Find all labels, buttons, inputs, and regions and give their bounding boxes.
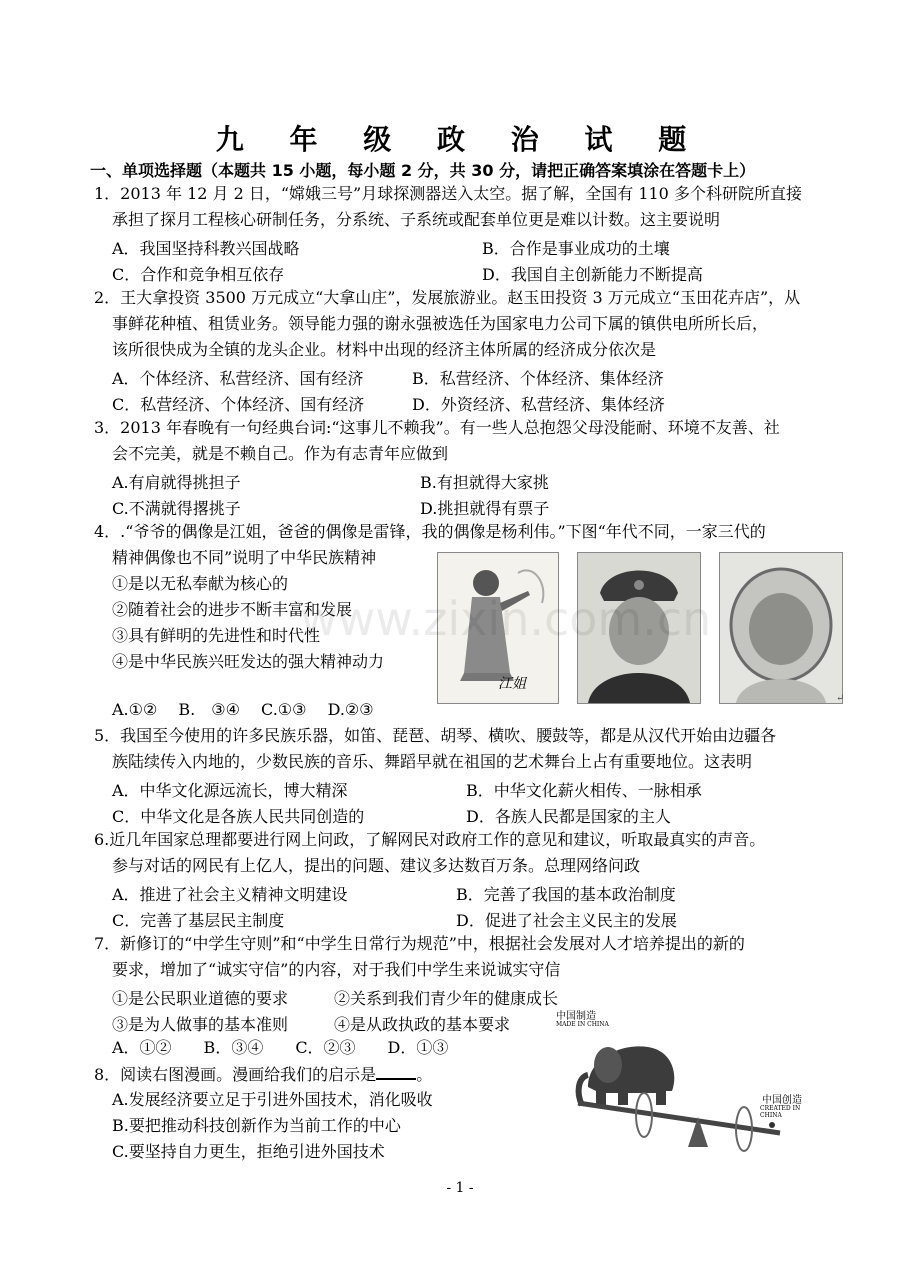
q5-line2: 族陆续传入内地的，少数民族的音乐、舞蹈早就在祖国的艺术舞台上占有重要地位。这表明: [112, 752, 753, 771]
q2-line3: 该所很快成为全镇的龙头企业。材料中出现的经济主体所属的经济成分依次是: [112, 340, 657, 359]
q7-statement-1: ①是公民职业道德的要求: [112, 989, 289, 1008]
q6-option-a: A．推进了社会主义精神文明建设: [112, 885, 348, 904]
q7-line2: 要求，增加了“诚实守信”的内容，对于我们中学生来说诚实守信: [112, 960, 561, 979]
photo-yang-liwei: [719, 552, 843, 704]
cartoon-label-created: 中国创造: [762, 1095, 802, 1106]
q7-options: A．①② B．③④ C．②③ D．①③: [112, 1038, 449, 1057]
q6-option-c: C．完善了基层民主制度: [112, 911, 285, 930]
cartoon-seesaw: [548, 1005, 818, 1160]
q2-option-d: D．外资经济、私营经济、集体经济: [412, 395, 665, 414]
cartoon-label-made: 中国制造: [556, 1011, 596, 1022]
q4-statement-4: ④是中华民族兴旺发达的强大精神动力: [112, 652, 385, 671]
q6-line2: 参与对话的网民有上亿人，提出的问题、建议多达数百万条。总理网络问政: [112, 856, 641, 875]
q2-line1: 2．王大拿投资 3500 万元成立“大拿山庄”，发展旅游业。赵玉田投资 3 万元成立“玉田花卉店”，从: [94, 288, 801, 307]
q8-line1: [94, 1064, 432, 1085]
q1-line1: 1．2013 年 12 月 2 日，“嫦娥三号”月球探测器送入太空。据了解，全国有 110 多个科研院所直接: [94, 184, 802, 203]
watermark: www.zixin.com.cn: [300, 592, 712, 646]
q7-statement-4: ④是从政执政的基本要求: [334, 1015, 511, 1034]
q3-option-d: D.挑担就得有票子: [420, 499, 550, 518]
q5-option-d: D．各族人民都是国家的主人: [466, 807, 671, 826]
section-heading: 一、单项选择题（本题共 15 小题，每小题 2 分，共 30 分，请把正确答案填涂在答题卡上）: [90, 161, 756, 180]
q8-prompt: 8．阅读右图漫画。漫画给我们的启示是: [94, 1065, 377, 1084]
q7-statement-3: ③是为人做事的基本准则: [112, 1015, 289, 1034]
q2-option-b: B．私营经济、个体经济、集体经济: [412, 369, 664, 388]
q6-option-d: D．促进了社会主义民主的发展: [456, 911, 677, 930]
q8-option-c: C.要坚持自力更生，拒绝引进外国技术: [112, 1142, 385, 1161]
q3-option-c: C.不满就得撂挑子: [112, 499, 241, 518]
q3-line1: 3．2013 年春晚有一句经典台词:“这事儿不赖我”。有一些人总抱怨父母没能耐、环境不友善、社: [94, 418, 780, 437]
page-title: 九 年 级 政 治 试 题: [215, 123, 705, 156]
q3-line2: 会不完美，就是不赖自己。作为有志青年应做到: [112, 444, 449, 463]
q1-option-a: A．我国坚持科教兴国战略: [112, 239, 300, 258]
q2-option-c: C．私营经济、个体经济、国有经济: [112, 395, 365, 414]
cartoon-label-created-en: CREATED IN CHINA: [760, 1105, 801, 1119]
photo-caption: 江姐: [498, 676, 526, 692]
q8-option-a: A.发展经济要立足于引进外国技术，消化吸收: [112, 1090, 433, 1109]
elephant-seesaw-illustration: [548, 1005, 818, 1160]
q7-statement-2: ②关系到我们青少年的健康成长: [334, 989, 559, 1008]
q8-option-b: B.要把推动科技创新作为当前工作的中心: [112, 1116, 401, 1135]
q5-option-a: A．中华文化源远流长，博大精深: [112, 781, 348, 800]
q7-line1: 7．新修订的“中学生守则”和“中学生日常行为规范”中，根据社会发展对人才培养提出的新的: [94, 934, 745, 953]
q1-option-b: B．合作是事业成功的土壤: [482, 239, 670, 258]
q4-options: A.①② B. ③④ C.①③ D.②③: [112, 700, 374, 719]
q1-option-c: C．合作和竞争相互依存: [112, 265, 285, 284]
q2-line2: 事鲜花种植、租赁业务。领导能力强的谢永强被选任为国家电力公司下属的镇供电所所长后，: [112, 314, 769, 333]
q3-option-a: A.有肩就得挑担子: [112, 473, 241, 492]
q4-line1: 4．.“爷爷的偶像是江姐，爸爸的偶像是雷锋，我的偶像是杨利伟。”下图“年代不同，一家三代的: [94, 522, 766, 541]
q8-prompt-end: 。: [416, 1065, 433, 1084]
return-mark-icon: ↵: [836, 693, 845, 704]
cartoon-label-made-en: MADE IN CHINA: [556, 1021, 609, 1028]
q6-line1: 6.近几年国家总理都要进行网上问政，了解网民对政府工作的意见和建议，听取最真实的声音。: [94, 830, 766, 849]
q2-option-a: A．个体经济、私营经济、国有经济: [112, 369, 364, 388]
q4-statement-3: ③具有鲜明的先进性和时代性: [112, 626, 321, 645]
q1-line2: 承担了探月工程核心研制任务，分系统、子系统或配套单位更是难以计数。这主要说明: [112, 210, 721, 229]
q4-statement-2: ②随着社会的进步不断丰富和发展: [112, 600, 353, 619]
q4-statement-1: ①是以无私奉献为核心的: [112, 574, 289, 593]
q5-line1: 5．我国至今使用的许多民族乐器，如笛、琵琶、胡琴、横吹、腰鼓等，都是从汉代开始由边疆各: [94, 726, 777, 745]
page-number: - 1 -: [446, 1180, 474, 1196]
q1-option-d: D．我国自主创新能力不断提高: [482, 265, 703, 284]
q3-option-b: B.有担就得大家挑: [420, 473, 549, 492]
q5-option-b: B．中华文化薪火相传、一脉相承: [466, 781, 702, 800]
q6-option-b: B．完善了我国的基本政治制度: [456, 885, 676, 904]
q5-option-c: C．中华文化是各族人民共同创造的: [112, 807, 365, 826]
answer-blank: [376, 1064, 416, 1080]
q4-line2: 精神偶像也不同”说明了中华民族精神: [112, 548, 377, 567]
